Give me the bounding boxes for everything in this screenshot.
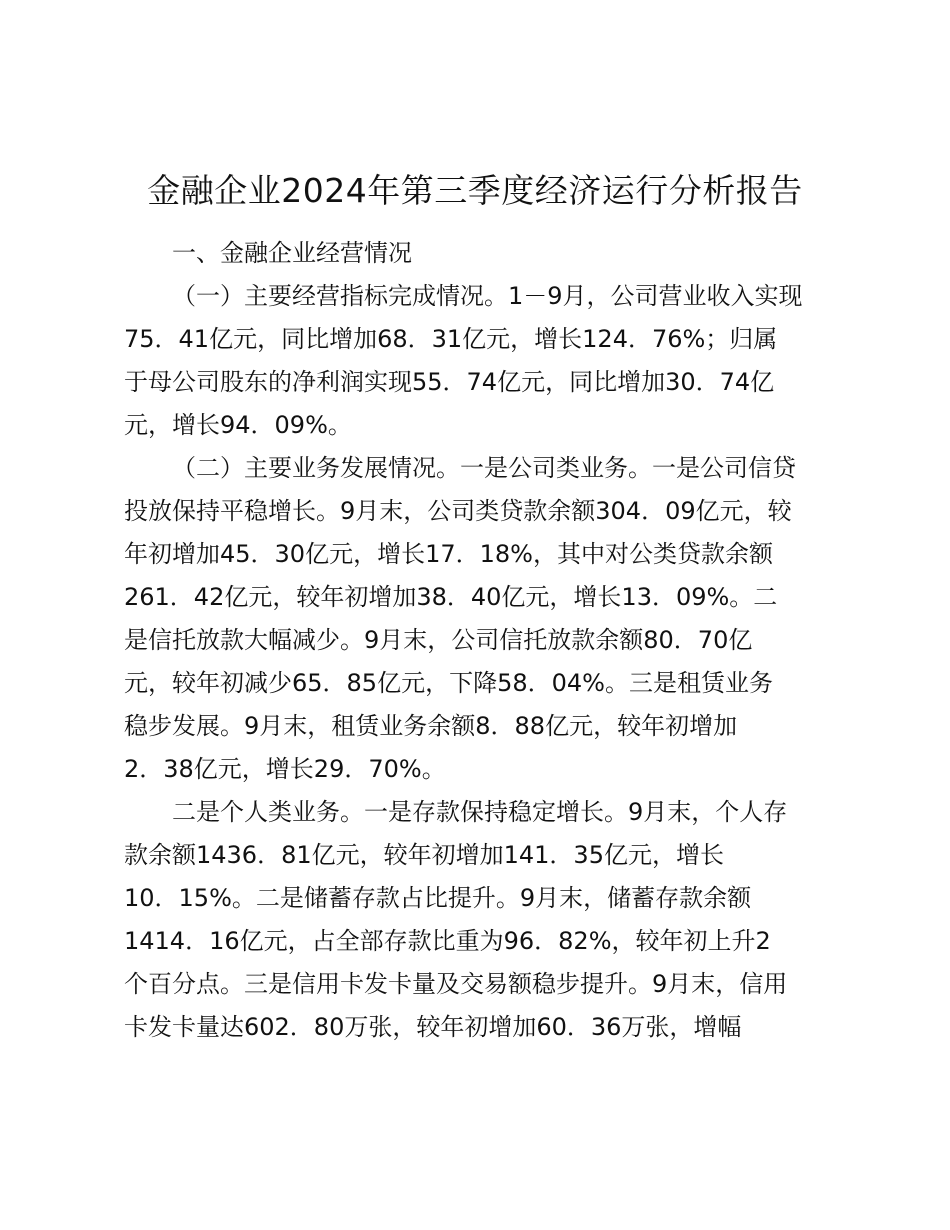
- document-title: 金融企业2024年第三季度经济运行分析报告: [147, 171, 803, 210]
- paragraph-line: 投放保持平稳增长。9月末，公司类贷款余额304．09亿元，较: [124, 497, 792, 525]
- paragraph-line: 款余额1436．81亿元，较年初增加141．35亿元，增长: [124, 841, 724, 869]
- paragraph-line: 2．38亿元，增长29．70%。: [124, 755, 446, 783]
- paragraph-line: 75．41亿元，同比增加68．31亿元，增长124．76%；归属: [124, 325, 778, 353]
- paragraph-line: 1414．16亿元，占全部存款比重为96．82%，较年初上升2: [124, 927, 771, 955]
- paragraph-line: 于母公司股东的净利润实现55．74亿元，同比增加30．74亿: [124, 368, 775, 396]
- paragraph-line: 二是个人类业务。一是存款保持稳定增长。9月末，个人存: [172, 798, 788, 826]
- paragraph-line: 稳步发展。9月末，租赁业务余额8．88亿元，较年初增加: [124, 712, 738, 740]
- paragraph-line: 261．42亿元，较年初增加38．40亿元，增长13．09%。二: [124, 583, 778, 611]
- paragraph-line: （二）主要业务发展情况。一是公司类业务。一是公司信贷: [172, 454, 796, 482]
- section-heading: 一、金融企业经营情况: [172, 239, 412, 267]
- paragraph-line: 卡发卡量达602．80万张，较年初增加60．36万张，增幅: [124, 1013, 742, 1041]
- paragraph-line: 年初增加45．30亿元，增长17．18%，其中对公类贷款余额: [124, 540, 773, 568]
- paragraph-line: 元，较年初减少65．85亿元，下降58．04%。三是租赁业务: [124, 669, 773, 697]
- paragraph-line: 元，增长94．09%。: [124, 411, 352, 439]
- paragraph-line: 是信托放款大幅减少。9月末，公司信托放款余额80．70亿: [124, 626, 753, 654]
- paragraph-line: 10．15%。二是储蓄存款占比提升。9月末，储蓄存款余额: [124, 884, 752, 912]
- paragraph-line: 个百分点。三是信用卡发卡量及交易额稳步提升。9月末，信用: [124, 970, 788, 998]
- paragraph-line: （一）主要经营指标完成情况。1－9月，公司营业收入实现: [172, 282, 803, 310]
